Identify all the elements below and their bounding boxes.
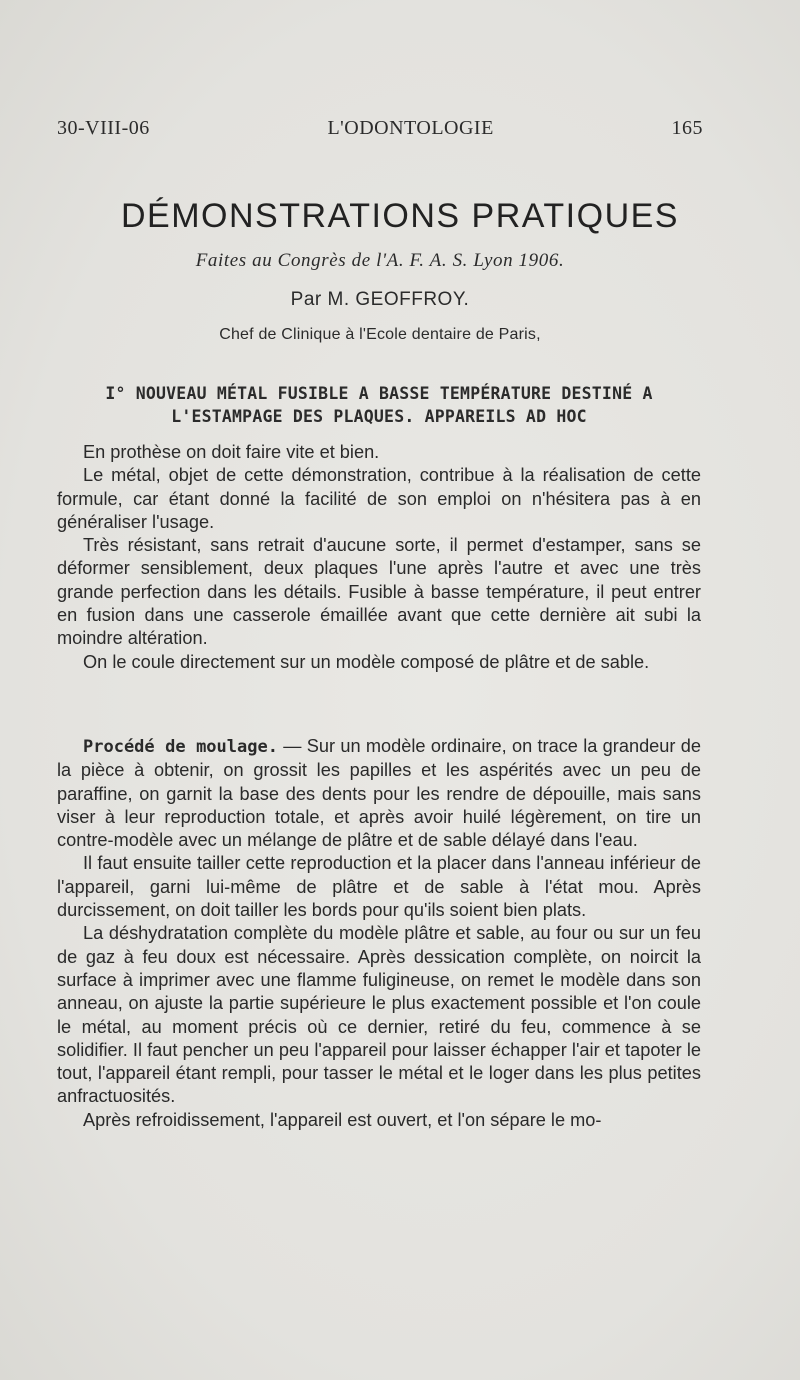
author-affiliation: Chef de Clinique à l'Ecole dentaire de Paris, bbox=[219, 326, 541, 343]
intro-paragraphs bbox=[57, 441, 701, 674]
section-heading-line-1: I° NOUVEAU MÉTAL FUSIBLE A BASSE TEMPÉRATURE DESTINÉ A bbox=[105, 384, 653, 403]
moulage-first-text: — Sur un modèle ordinaire, on trace la grandeur de la pièce à obtenir, on grossit les papilles et les aspérités avec un peu de paraffine, on garnit la base des dents pour les rendre de dépouille, mais sans viser à leur reproduction totale, et après avoir huilé légèrement, on tire un contre-modèle avec un mélange de plâtre et de sable délayé dans l'eau. bbox=[57, 736, 701, 851]
page-number: 165 bbox=[671, 117, 703, 139]
paragraph: En prothèse on doit faire vite et bien. bbox=[83, 442, 380, 462]
article-author: Par M. GEOFFROY. bbox=[290, 289, 470, 310]
article-title: DÉMONSTRATIONS PRATIQUES bbox=[120, 197, 679, 235]
paragraph: Très résistant, sans retrait d'aucune sorte, il permet d'estamper, sans se déformer sensiblement, deux plaques l'une après l'autre et avec une très grande perfection dans les détails. Fusible à basse température, il peut entrer en fusion dans une casserole émaillée avant que cette dernière ait subi la moindre altération. bbox=[57, 535, 701, 649]
paragraph: Le métal, objet de cette démonstration, contribue à la réalisation de cette formule, car étant donné la facilité de son emploi on n'hésitera pas à en généraliser l'usage. bbox=[57, 465, 701, 532]
article-subtitle: Faites au Congrès de l'A. F. A. S. Lyon 1906. bbox=[195, 250, 565, 271]
paragraph: Après refroidissement, l'appareil est ouvert, et l'on sépare le mo- bbox=[83, 1109, 602, 1130]
paragraph: La déshydratation complète du modèle plâtre et sable, au four ou sur un feu de gaz à feu doux est nécessaire. Après dessication complète, on noircit la surface à imprimer avec une flamme fuligineuse, on remet le modèle dans son anneau, on ajuste la partie supérieure le plus exactement possible et l'on coule le métal, au moment précis où ce dernier, retiré du feu, commence à se solidifier. Il faut pencher un peu l'appareil pour laisser échapper l'air et tapoter le tout, l'appareil étant rempli, pour tasser le métal et le loger dans les plus petites anfractuosités. bbox=[57, 923, 701, 1107]
issue-date: 30-VIII-06 bbox=[57, 117, 150, 139]
running-head bbox=[57, 117, 703, 140]
section-heading-line-2: L'ESTAMPAGE DES PLAQUES. APPAREILS AD HOC bbox=[171, 407, 587, 426]
paragraph: Il faut ensuite tailler cette reproduction et la placer dans l'anneau inférieur de l'appareil, garni lui-même de plâtre et de sable à l'état mou. Après durcissement, on doit tailler les bords pour qu'ils soient bien plats. bbox=[57, 853, 701, 921]
moulage-section bbox=[57, 735, 701, 1132]
journal-name: L'ODONTOLOGIE bbox=[327, 117, 494, 139]
section-heading bbox=[57, 382, 701, 428]
moulage-run-in-heading: Procédé de moulage. bbox=[83, 737, 278, 757]
paragraph: On le coule directement sur un modèle composé de plâtre et de sable. bbox=[83, 651, 650, 672]
moulage-first-paragraph bbox=[57, 735, 701, 852]
